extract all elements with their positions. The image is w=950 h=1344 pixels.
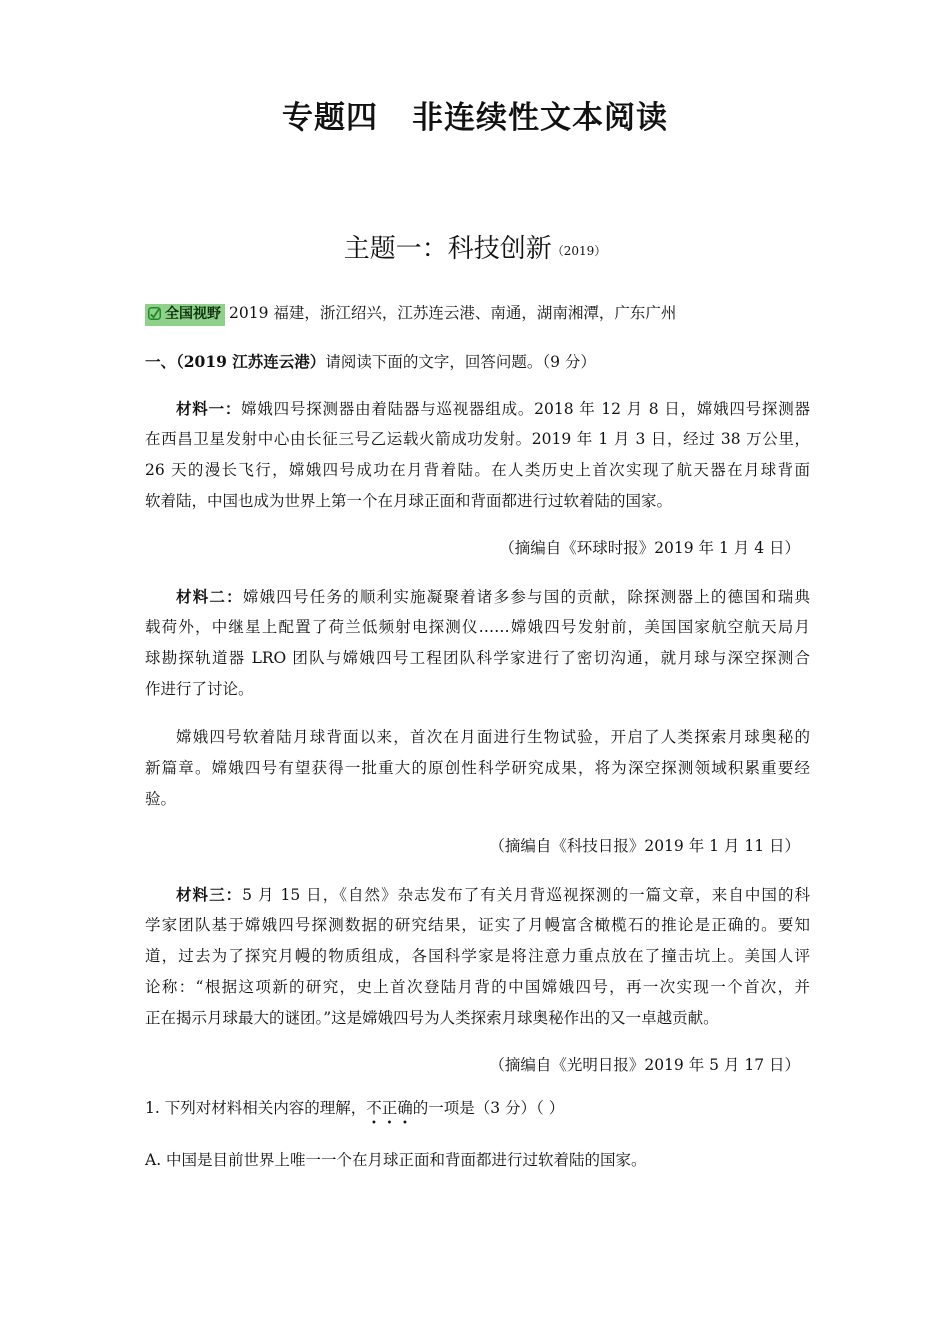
material2-para2-line-3: 验。 [145, 790, 177, 808]
sub-title [0, 228, 950, 265]
scope-badge-label: 全国视野 [165, 306, 221, 322]
main-title-part1: 专题四 [282, 100, 378, 136]
sub-title-text: 主题一：科技创新 [343, 234, 552, 264]
material1-line-4: 软着陆，中国也成为世界上第一个在月球正面和背面都进行过软着陆的国家。 [145, 492, 673, 510]
check-leaf-icon [148, 307, 161, 320]
emphasis-char-2: 正 • [381, 1099, 398, 1129]
emphasis-char-3: 确 • [397, 1099, 413, 1129]
material2-para2-line-1: 嫦娥四号软着陆月球背面以来，首次在月面进行生物试验，开启了人类探索月球奥秘的 [176, 728, 810, 746]
material1-line-1: 材料一：嫦娥四号探测器由着陆器与巡视器组成。2018 年 12 月 8 日，嫦娥四号探测器 [176, 399, 810, 418]
main-title [0, 92, 950, 137]
question-instruction: 请阅读下面的文字，回答问题。（9 分） [325, 353, 596, 371]
material2-line-4: 作进行了讨论。 [145, 680, 254, 698]
material3-line-5: 正在揭示月球最大的谜团。”这是嫦娥四号为人类探索月球奥秘作出的又一卓越贡献。 [145, 1009, 719, 1027]
material2-para2-line-2: 新篇章。嫦娥四号有望获得一批重大的原创性科学研究成果，将为深空探测领域积累重要经 [145, 759, 810, 777]
emphasis-char-1: 不 • [366, 1099, 382, 1129]
material3-line-4: 论称：“根据这项新的研究，史上首次登陆月背的中国嫦娥四号，再一次实现一个首次，并 [145, 978, 810, 996]
question-1-suffix: 的一项是（3 分）（ ） [412, 1099, 565, 1117]
question-1-prefix: 1. 下列对材料相关内容的理解， [145, 1099, 367, 1117]
material3-line-2: 学家团队基于嫦娥四号探测数据的研究结果，证实了月幔富含橄榄石的推论是正确的。要知 [145, 916, 810, 934]
question-1 [145, 1098, 810, 1129]
material2-line-3: 球勘探轨道器 LRO 团队与嫦娥四号工程团队科学家进行了密切沟通，就月球与深空探测合 [145, 649, 810, 667]
scope-badge [145, 304, 225, 326]
material1-line-3: 26 天的漫长飞行，嫦娥四号成功在月背着陆。在人类历史上首次实现了航天器在月球背面 [145, 461, 810, 479]
material3-line-3: 道，过去为了探究月幔的物质组成，各国科学家是将注意力重点放在了撞击坑上。美国人评 [145, 947, 810, 965]
material2-line-2: 载荷外，中继星上配置了荷兰低频射电探测仪……嫦娥四号发射前，美国国家航空航天局月 [145, 618, 810, 636]
question-source: （2019 江苏连云港） [176, 352, 326, 371]
option-a: A. 中国是目前世界上唯一一个在月球正面和背面都进行过软着陆的国家。 [145, 1151, 647, 1169]
sub-title-year: （2019） [551, 244, 607, 258]
material1-line-2: 在西昌卫星发射中心由长征三号乙运载火箭成功发射。2019 年 1 月 3 日，经过 38 万公里， [145, 430, 810, 448]
material3-label: 材料三： [176, 885, 243, 904]
material2-label: 材料二： [176, 587, 243, 606]
material3-source: （摘编自《光明日报》2019 年 5 月 17 日） [489, 1056, 800, 1074]
main-title-part2: 非连续性文本阅读 [412, 100, 668, 136]
material2-line-1: 材料二：嫦娥四号任务的顺利实施凝聚着诸多参与国的贡献，除探测器上的德国和瑞典 [176, 587, 810, 606]
scope-text: 2019 福建，浙江绍兴，江苏连云港、南通，湖南湘潭，广东广州 [229, 304, 677, 322]
material3-line-1: 材料三：5 月 15 日，《自然》杂志发布了有关月背巡视探测的一篇文章，来自中国的科 [176, 885, 810, 904]
material2-source: （摘编自《科技日报》2019 年 1 月 11 日） [489, 837, 800, 855]
material1-label: 材料一： [176, 399, 242, 418]
question-header [145, 351, 810, 374]
scope-line [145, 303, 810, 326]
material1-source: （摘编自《环球时报》2019 年 1 月 4 日） [499, 539, 800, 557]
question-number: 一、 [145, 352, 177, 371]
